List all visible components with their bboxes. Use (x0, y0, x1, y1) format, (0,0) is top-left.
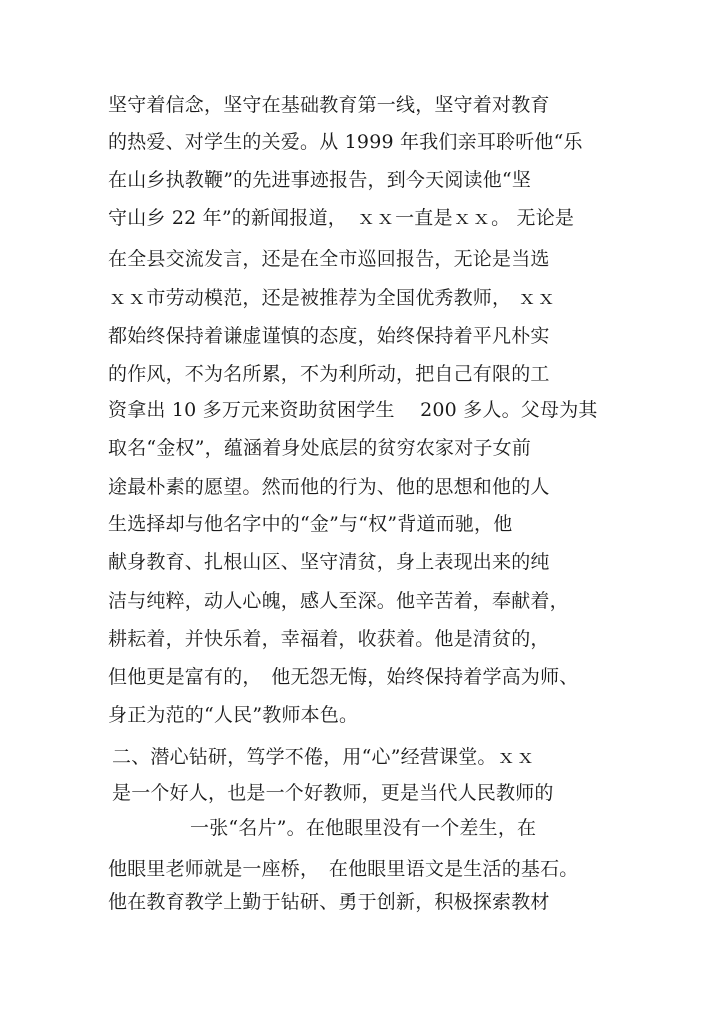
text-line: 洁与纯粹，动人心魄，感人至深。他辛苦着，奉献着， (108, 590, 569, 612)
text-line: 他在教育教学上勤于钻研、勇于创新，积极探索教材 (108, 891, 550, 913)
text-line: ｘｘ市劳动模范，还是被推荐为全国优秀教师， ｘｘ (108, 287, 556, 309)
text-line: 在山乡执教鞭”的先进事迹报告，到今天阅读他“坚 (108, 169, 532, 191)
text-line: 他眼里老师就是一座桥， 在他眼里语文是生活的基石。 (108, 858, 579, 880)
text-line: 的热爱、对学生的关爱。从 1999 年我们亲耳聆听他“乐 (108, 131, 583, 153)
text-line: 但他更是富有的， 他无怨无悔，始终保持着学高为师、 (108, 666, 579, 688)
text-line: 耕耘着，并快乐着，幸福着，收获着。他是清贫的， (108, 628, 550, 650)
text-line: 守山乡 22 年”的新闻报道， ｘｘ一直是ｘｘ。 无论是 (108, 207, 575, 229)
text-line: 取名“金权”，蕴涵着身处底层的贫穷农家对子女前 (108, 437, 532, 459)
text-line: 的作风，不为名所累，不为利所动，把自己有限的工 (108, 363, 550, 385)
text-line: 是一个好人，也是一个好教师，更是当代人民教师的 (112, 782, 554, 804)
text-line: 坚守着信念，坚守在基础教育第一线，坚守着对教育 (108, 94, 550, 116)
text-line: 身正为范的“人民”教师本色。 (108, 704, 359, 726)
text-line: 都始终保持着谦虚谨慎的态度，始终保持着平凡朴实 (108, 325, 550, 347)
text-line: 途最朴素的愿望。然而他的行为、他的思想和他的人 (108, 476, 550, 498)
text-line: 在全县交流发言，还是在全市巡回报告，无论是当选 (108, 248, 550, 270)
text-line: 献身教育、扎根山区、坚守清贫，身上表现出来的纯 (108, 551, 550, 573)
section-heading-line: 二、潜心钻研，笃学不倦，用“心”经营课堂。ｘｘ (112, 746, 536, 768)
text-line: 一张“名片”。在他眼里没有一个差生，在 (190, 817, 537, 839)
text-line: 资拿出 10 多万元来资助贫困学生 200 多人。父母为其 (108, 399, 598, 421)
text-line: 生选择却与他名字中的“金”与“权”背道而驰，他 (108, 513, 513, 535)
